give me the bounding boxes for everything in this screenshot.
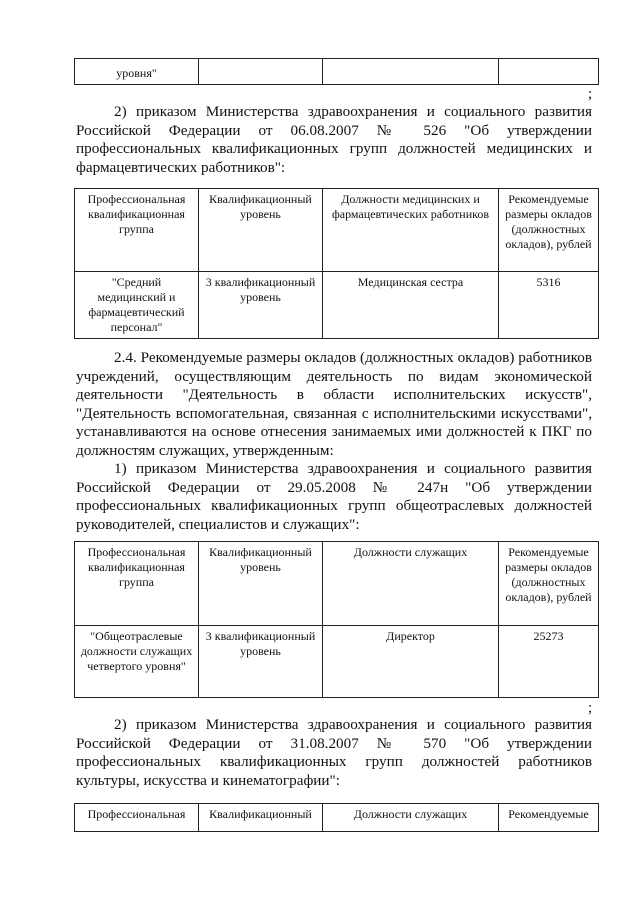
- paragraph-order-247n: 1) приказом Министерства здравоохранения и социального развития Российской Федерации от 29.05.2008 № 247н "Об утверждении профессиональных квалификационных групп общеотраслевых должностей руководителей, специалистов и служащих":: [76, 460, 592, 533]
- table-cell: 3 квалификационный уровень: [199, 272, 323, 339]
- table-header-cell: Должности служащих: [323, 804, 499, 832]
- paragraph-2-4: 2.4. Рекомендуемые размеры окладов (должностных окладов) работников учреждений, осуществляющим деятельность по видам экономической деятельности "Деятельность в области исполнительских искусств", "Деятельность вспомогательная, связанная с исполнительскими искусствами", устанавливаются на основе отнесения занимаемых ими должностей к ПКГ по должностям служащих, утвержденным:: [76, 349, 592, 459]
- semicolon: ;: [588, 700, 593, 716]
- semicolon: ;: [588, 86, 593, 102]
- table-header-cell: Профессиональная квалификационная группа: [75, 542, 199, 626]
- table-header-cell: Должности медицинских и фармацевтических работников: [323, 189, 499, 272]
- paragraph-order-526: 2) приказом Министерства здравоохранения и социального развития Российской Федерации от 06.08.2007 № 526 "Об утверждении профессиональных квалификационных групп должностей медицинских и фармацевтических работников":: [76, 103, 592, 176]
- table-general-staff: [74, 541, 599, 698]
- table-cell: Директор: [323, 626, 499, 698]
- table-cell: 5316: [499, 272, 599, 339]
- table-culture-staff: [74, 803, 599, 832]
- table-cell: 25273: [499, 626, 599, 698]
- table-cell: [199, 59, 323, 85]
- table-cell: "Общеотраслевые должности служащих четвертого уровня": [75, 626, 199, 698]
- table-header-cell: Профессиональная квалификационная группа: [75, 189, 199, 272]
- table-header-cell: Рекомендуемые размеры окладов (должностных окладов), рублей: [499, 542, 599, 626]
- table-cell: 3 квалификационный уровень: [199, 626, 323, 698]
- table-header-cell: Квалификационный: [199, 804, 323, 832]
- table-cell: уровня": [75, 59, 199, 85]
- table-cell: [323, 59, 499, 85]
- table-cell: [499, 59, 599, 85]
- table-fragment-top: [74, 58, 599, 85]
- table-cell: Медицинская сестра: [323, 272, 499, 339]
- table-header-cell: Квалификационный уровень: [199, 542, 323, 626]
- table-header-cell: Рекомендуемые размеры окладов (должностных окладов), рублей: [499, 189, 599, 272]
- table-header-cell: Рекомендуемые: [499, 804, 599, 832]
- table-cell: "Средний медицинский и фармацевтический персонал": [75, 272, 199, 339]
- table-medical-staff: [74, 188, 599, 339]
- paragraph-order-570: 2) приказом Министерства здравоохранения и социального развития Российской Федерации от 31.08.2007 № 570 "Об утверждении профессиональных квалификационных групп должностей работников культуры, искусства и кинематографии":: [76, 716, 592, 789]
- table-header-cell: Профессиональная: [75, 804, 199, 832]
- table-header-cell: Квалификационный уровень: [199, 189, 323, 272]
- table-header-cell: Должности служащих: [323, 542, 499, 626]
